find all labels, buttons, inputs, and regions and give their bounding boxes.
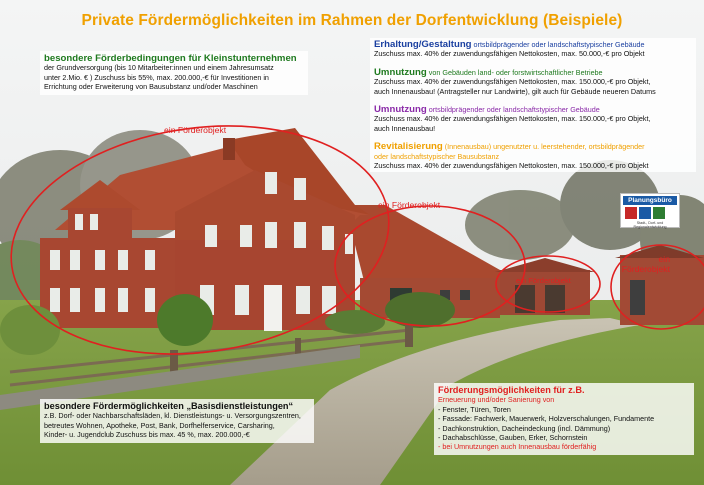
basisdienstleistungen-line-3: Kinder- u. Jugendclub Zuschuss bis max. 45 %, max. 200.000,-€ [44, 430, 250, 440]
umnutzung-land-line-2: auch Innenausbau! (Antragsteller nur Landwirte), gilt auch für Gebäude neueren Datums [374, 86, 656, 96]
umnutzung-ortsbild-section [374, 105, 692, 133]
chimney [223, 138, 235, 160]
page-title: Private Fördermöglichkeiten im Rahmen der Dorfentwicklung (Beispiele) [81, 12, 623, 29]
revitalisierung-sub: (Innenausbau) ungenutzter u. leerstehender, ortsbildprägender [444, 142, 645, 152]
logo-square-blue [639, 207, 651, 219]
umnutzung-land-heading: Umnutzung [374, 66, 427, 78]
foerderung-item-3: - Dachkonstruktion, Dacheindeckung (incl. Dämmung) [438, 423, 611, 433]
foerderung-item-4: - Dachabschlüsse, Gauben, Erker, Schornstein [438, 433, 588, 443]
foerderung-item-1: - Fenster, Türen, Toren [438, 404, 511, 414]
foerderarten-box [370, 38, 696, 172]
basisdienstleistungen-heading: besondere Fördermöglichkeiten „Basisdienstleistungen“ [44, 401, 294, 411]
label-foerderobjekt-main: ein Förderobjekt [164, 125, 227, 135]
foerderung-note: - bei Umnutzungen auch Innenausbau förderfähig [438, 442, 597, 452]
planungsbuero-logo [620, 193, 680, 228]
umnutzung-ortsbild-line-2: auch Innenausbau! [374, 123, 436, 133]
door [264, 285, 282, 331]
umnutzung-ortsbild-line-1: Zuschuss max. 40% der zuwendungsfähigen Nettokosten, max. 150.000,-€ pro Objekt, [374, 114, 651, 124]
logo-square-green [653, 207, 665, 219]
basisdienstleistungen-line-1: z.B. Dorf- oder Nachbarschaftsläden, kl. Dienstleistungs- u. Versorgungszentren, [44, 411, 301, 421]
kleinstunternehmen-line-3: Errichtung oder Erweiterung von Bausubstanz und/oder Maschinen [44, 82, 258, 92]
umnutzung-land-section [374, 68, 692, 96]
kleinstunternehmen-box [40, 51, 308, 95]
umnutzung-ortsbild-heading: Umnutzung [374, 104, 427, 116]
kleinstunternehmen-line-1: der Grundversorgung (bis 10 Mitarbeiter:innen und einem Jahresumsatz [44, 63, 274, 73]
label-foerderobjekt-small: ein Förderobjekt [516, 276, 571, 285]
foerderungsmoeglichkeiten-heading: Förderungsmöglichkeiten für z.B. [438, 385, 585, 395]
basisdienstleistungen-line-2: betreutes Wohnen, Apotheke, Post, Bank, Dorfhelferservice, Carsharing, [44, 420, 275, 430]
revitalisierung-sub-2: oder landschaftstypischer Bausubstanz [374, 151, 500, 161]
revitalisierung-section [374, 142, 692, 170]
erhaltung-heading: Erhaltung/Gestaltung [374, 39, 472, 50]
logo-subtitle: Stadt-, Dorf- und Regionalentwicklung [633, 221, 667, 229]
foerderungsmoeglichkeiten-box [434, 383, 694, 455]
erhaltung-section [374, 40, 692, 59]
kleinstunternehmen-line-2: unter 2.Mio. € ) Zuschuss bis 55%, max. 200.000,-€ für Investitionen in [44, 72, 269, 82]
foerderungsmoeglichkeiten-sub: Erneuerung und/oder Sanierung von [438, 395, 555, 405]
logo-square-red [625, 207, 637, 219]
label-foerderobjekt-right: ein Förderobjekt [621, 254, 670, 274]
umnutzung-land-line-1: Zuschuss max. 40% der zuwendungsfähigen Nettokosten, max. 150.000,-€ pro Objekt, [374, 77, 651, 87]
erhaltung-sub: ortsbildprägender oder landschaftstypischer Gebäude [473, 40, 645, 49]
umnutzung-ortsbild-sub: ortsbildprägender oder landschaftstypischer Gebäude [428, 105, 600, 115]
basisdienstleistungen-box [40, 399, 314, 443]
revitalisierung-heading: Revitalisierung [374, 141, 443, 153]
umnutzung-land-sub: von Gebäuden land- oder forstwirtschaftlicher Betriebe [428, 67, 603, 77]
kleinstunternehmen-heading: besondere Förderbedingungen für Kleinstunternehmen [44, 53, 297, 64]
revitalisierung-line-1: Zuschuss max. 40% der zuwendungsfähigen Nettokosten, max. 150.000,-€ pro Objekt [374, 161, 649, 171]
foerderung-item-2: - Fassade: Fachwerk, Mauerwerk, Holzverschalungen, Fundamente [438, 414, 655, 424]
erhaltung-line-1: Zuschuss max. 40% der zuwendungsfähigen Nettokosten, max. 50.000,-€ pro Objekt [374, 49, 645, 59]
bush [157, 294, 213, 346]
label-foerderobjekt-barn: ein Förderobjekt [378, 200, 441, 210]
logo-name: Planungsbüro [623, 196, 677, 205]
